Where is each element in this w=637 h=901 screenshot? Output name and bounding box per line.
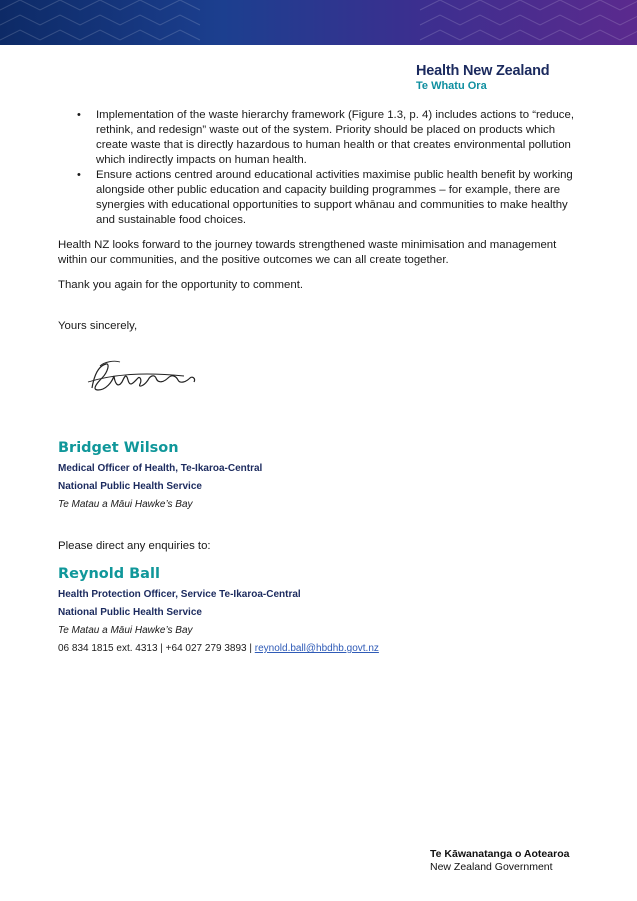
signer-title: Medical Officer of Health, Te-Ikaroa-Central <box>58 463 263 474</box>
contact-block <box>58 564 379 658</box>
bullet-item <box>58 168 580 228</box>
contact-title: Health Protection Officer, Service Te-Ikaroa-Central <box>58 589 301 600</box>
health-nz-logo <box>416 63 586 93</box>
paragraph: Thank you again for the opportunity to comment. <box>58 279 304 291</box>
signer-block <box>58 438 262 514</box>
bullet-icon: • <box>77 169 81 181</box>
bullet-list <box>58 108 580 228</box>
contact-location: Te Matau a Māui Hawke’s Bay <box>58 625 193 636</box>
govt-line-1: Te Kāwanatanga o Aotearoa <box>430 848 570 860</box>
bullet-text: Implementation of the waste hierarchy framework (Figure 1.3, p. 4) includes actions to “reduce, rethink, and redesign” waste out of the system. Priority should be placed on products which create waste that is directly hazardous to human health or that creates environmental pollution which indirectly impacts on human health. <box>96 109 574 166</box>
letter-body <box>58 108 580 293</box>
logo-line-2: Te Whatu Ora <box>416 80 487 92</box>
enquiries-label: Please direct any enquiries to: <box>58 540 211 552</box>
nz-government-logo <box>430 848 580 874</box>
bullet-icon: • <box>77 109 81 121</box>
logo-line-1: Health New Zealand <box>416 63 550 79</box>
contact-phone: 06 834 1815 ext. 4313 | +64 027 279 3893 | <box>58 643 255 654</box>
signer-location: Te Matau a Māui Hawke’s Bay <box>58 499 193 510</box>
bullet-text: Ensure actions centred around educational activities maximise public health benefit by working alongside other public education and capacity building programmes – for example, there are synergies with educational opportunities to support whānau and communities to make healthy and sustainable food choices. <box>96 169 573 226</box>
contact-details <box>58 640 379 658</box>
closing: Yours sincerely, <box>58 320 138 332</box>
contact-org: National Public Health Service <box>58 607 202 618</box>
bullet-item <box>58 108 580 168</box>
signer-name: Bridget Wilson <box>58 440 179 456</box>
pattern-decoration <box>0 0 637 45</box>
contact-email-link[interactable]: reynold.ball@hbdhb.govt.nz <box>254 643 379 654</box>
paragraph: Health NZ looks forward to the journey towards strengthened waste minimisation and management within our communities, and the positive outcomes we can all create together. <box>58 239 557 266</box>
govt-line-2: New Zealand Government <box>430 861 553 873</box>
signature-image <box>84 358 204 403</box>
signer-org: National Public Health Service <box>58 481 202 492</box>
header-banner <box>0 0 637 45</box>
contact-name: Reynold Ball <box>58 566 160 582</box>
